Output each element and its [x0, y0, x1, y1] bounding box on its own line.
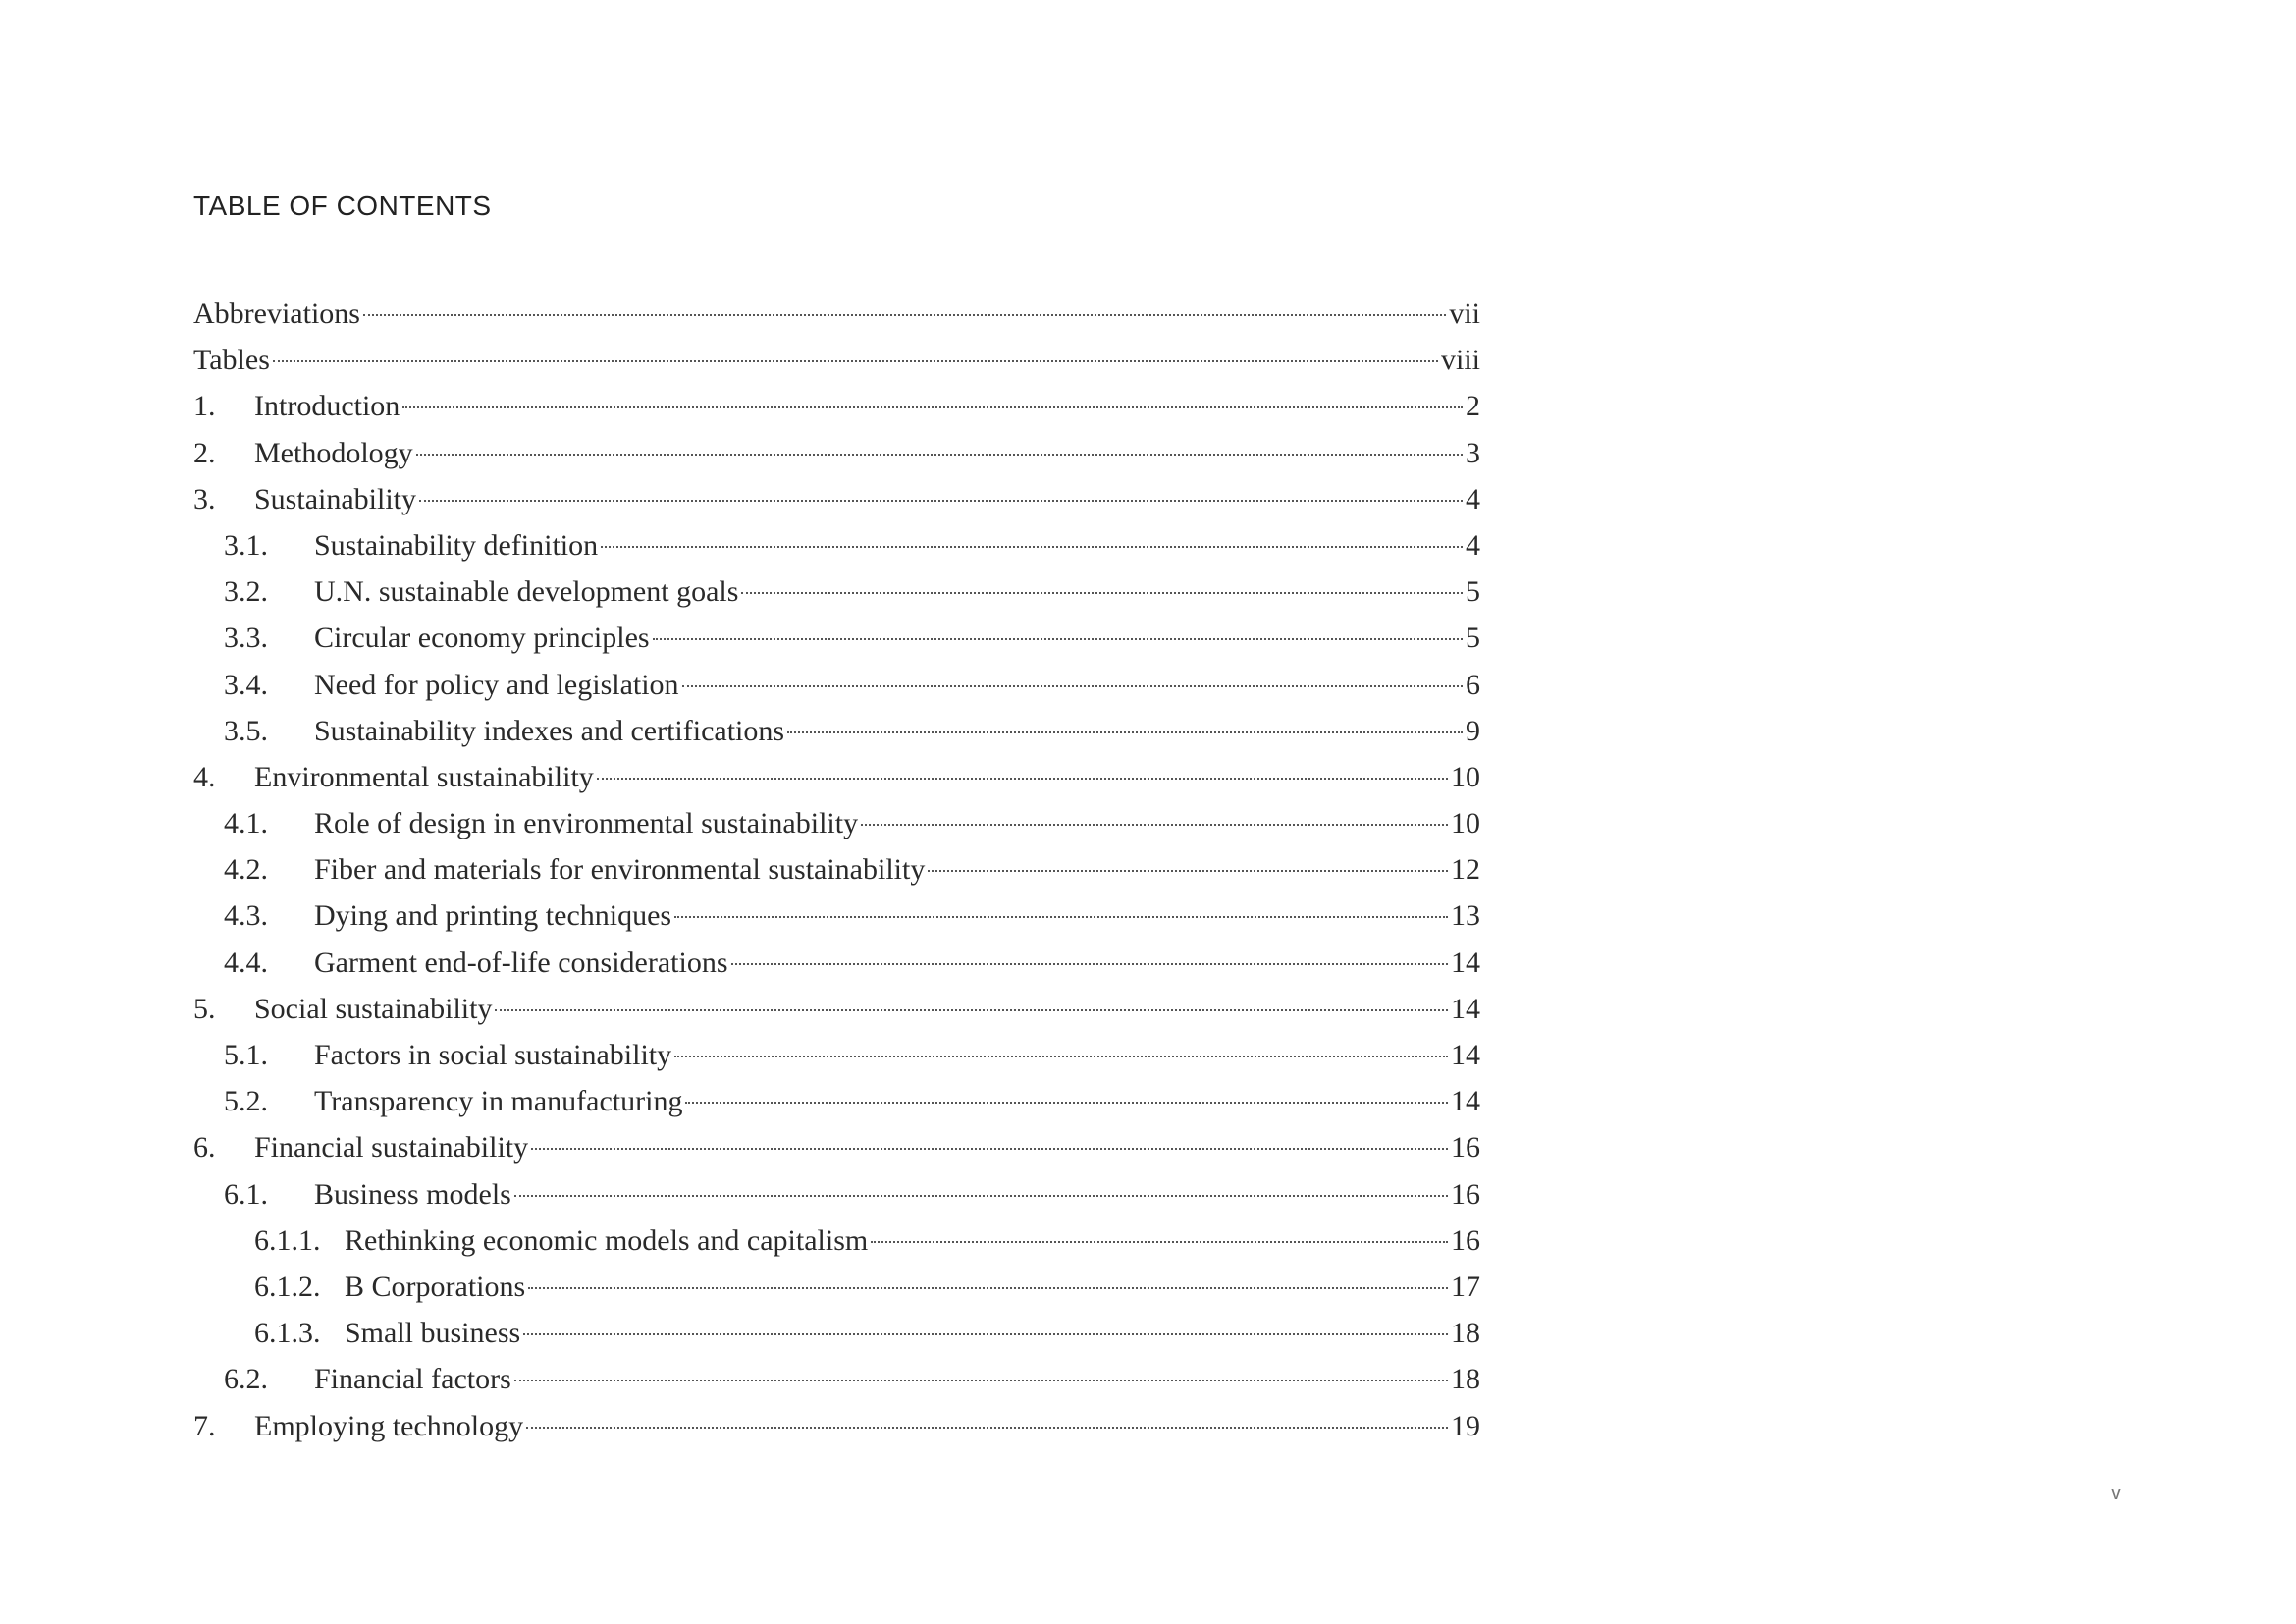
toc-entry-number: 4.1. [224, 807, 268, 840]
toc-entry[interactable] [193, 476, 1480, 522]
toc-entry-title: Sustainability definition [314, 528, 599, 562]
dot-leader [495, 1009, 1448, 1011]
toc-entry-title: B Corporations [345, 1270, 526, 1303]
dot-leader [731, 963, 1448, 965]
toc-entry-title: Small business [345, 1317, 521, 1350]
dot-leader [273, 360, 1438, 362]
toc-entry[interactable] [193, 383, 1480, 429]
dot-leader [363, 314, 1446, 316]
dot-leader [514, 1195, 1448, 1197]
toc-entry-number: 3.2. [224, 575, 268, 609]
toc-entry-number: 6.1.1. [254, 1223, 321, 1257]
dot-leader [402, 406, 1463, 408]
toc-entry-number: 4.3. [224, 899, 268, 933]
toc-entry-title: Social sustainability [254, 992, 493, 1025]
toc-entry[interactable] [193, 1171, 1480, 1218]
toc-entry[interactable] [193, 893, 1480, 939]
toc-entry-title: Environmental sustainability [254, 760, 594, 793]
dot-leader [861, 824, 1448, 826]
toc-entry[interactable] [193, 522, 1480, 568]
toc-entry-title: Dying and printing techniques [314, 899, 672, 933]
dot-leader [597, 778, 1448, 780]
toc-entry[interactable] [193, 1078, 1480, 1124]
toc-entry-number: 5.2. [224, 1085, 268, 1118]
toc-entry-page: 10 [1451, 760, 1480, 793]
toc-entry-number: 4.2. [224, 853, 268, 887]
toc-entry[interactable] [193, 615, 1480, 661]
toc-entry-number: 6.1. [224, 1177, 268, 1211]
toc-entry-title: Tables [193, 344, 270, 377]
dot-leader [523, 1333, 1448, 1335]
toc-entry-title: U.N. sustainable development goals [314, 575, 739, 609]
toc-entry-number: 4. [193, 760, 216, 793]
toc-entry-title: Employing technology [254, 1409, 524, 1442]
toc-entry-page: 17 [1451, 1270, 1480, 1303]
toc-entry-number: 5.1. [224, 1039, 268, 1071]
toc-entry-page: 14 [1451, 1085, 1480, 1118]
dot-leader [674, 1056, 1448, 1057]
toc-entry[interactable] [193, 1032, 1480, 1078]
dot-leader [787, 731, 1463, 733]
toc-list [193, 291, 1480, 1449]
toc-entry[interactable] [193, 1124, 1480, 1170]
toc-entry[interactable] [193, 708, 1480, 754]
toc-entry-title: Role of design in environmental sustainability [314, 807, 859, 840]
dot-leader [419, 500, 1463, 502]
toc-entry[interactable] [193, 1218, 1480, 1264]
toc-entry-number: 3.4. [224, 668, 268, 701]
toc-entry-page: 18 [1451, 1363, 1480, 1396]
toc-entry-title: Garment end-of-life considerations [314, 946, 728, 979]
toc-entry[interactable] [193, 800, 1480, 846]
toc-entry[interactable] [193, 846, 1480, 893]
page-number: v [2111, 1483, 2121, 1504]
toc-entry-page: 10 [1451, 807, 1480, 840]
toc-entry-page: 3 [1466, 436, 1480, 469]
toc-entry[interactable] [193, 754, 1480, 800]
toc-entry-page: 9 [1466, 714, 1480, 747]
toc-entry[interactable] [193, 1310, 1480, 1356]
toc-entry-number: 1. [193, 390, 216, 423]
toc-entry-page: vii [1449, 298, 1480, 330]
toc-entry-title: Need for policy and legislation [314, 668, 679, 701]
toc-entry-page: 18 [1451, 1317, 1480, 1350]
toc-entry-number: 3.1. [224, 528, 268, 562]
toc-entry-title: Methodology [254, 436, 413, 469]
dot-leader [531, 1148, 1448, 1150]
toc-entry[interactable] [193, 986, 1480, 1032]
dot-leader [871, 1241, 1448, 1243]
toc-entry-page: 4 [1466, 482, 1480, 515]
toc-entry-page: 16 [1451, 1131, 1480, 1164]
toc-entry-title: Sustainability [254, 482, 416, 515]
toc-entry-number: 3. [193, 482, 216, 515]
toc-entry-page: 2 [1466, 390, 1480, 423]
toc-entry-number: 4.4. [224, 946, 268, 979]
toc-entry-title: Transparency in manufacturing [314, 1085, 683, 1118]
page-title: TABLE OF CONTENTS [193, 190, 492, 221]
dot-leader [653, 638, 1463, 640]
dot-leader [514, 1380, 1448, 1381]
dot-leader [601, 546, 1463, 548]
toc-entry-page: 16 [1451, 1223, 1480, 1257]
toc-entry-number: 3.5. [224, 714, 268, 747]
toc-entry-number: 7. [193, 1409, 216, 1442]
toc-entry-title: Financial sustainability [254, 1131, 529, 1164]
toc-entry-title: Fiber and materials for environmental sustainability [314, 853, 926, 887]
toc-entry[interactable] [193, 291, 1480, 337]
toc-entry-page: 13 [1451, 899, 1480, 933]
toc-entry-title: Sustainability indexes and certifications [314, 714, 785, 747]
toc-entry-page: 14 [1451, 1039, 1480, 1071]
toc-entry[interactable] [193, 430, 1480, 476]
toc-entry-page: 5 [1466, 575, 1480, 609]
dot-leader [528, 1287, 1448, 1289]
toc-entry[interactable] [193, 662, 1480, 708]
toc-entry-title: Business models [314, 1177, 511, 1211]
toc-entry-title: Circular economy principles [314, 622, 650, 655]
dot-leader [526, 1427, 1448, 1429]
toc-entry[interactable] [193, 1356, 1480, 1402]
toc-entry-page: 14 [1451, 992, 1480, 1025]
toc-entry[interactable] [193, 1403, 1480, 1449]
toc-entry-page: 16 [1451, 1177, 1480, 1211]
dot-leader [685, 1102, 1448, 1104]
toc-entry-number: 6.1.2. [254, 1270, 321, 1303]
toc-entry-number: 2. [193, 436, 216, 469]
toc-entry-page: 12 [1451, 853, 1480, 887]
toc-entry-title: Factors in social sustainability [314, 1039, 672, 1071]
toc-entry-number: 5. [193, 992, 216, 1025]
toc-entry[interactable] [193, 337, 1480, 383]
toc-entry-page: 19 [1451, 1409, 1480, 1442]
dot-leader [741, 592, 1463, 594]
dot-leader [682, 685, 1463, 687]
toc-entry[interactable] [193, 1264, 1480, 1310]
dot-leader [928, 870, 1448, 872]
toc-entry-number: 3.3. [224, 622, 268, 655]
dot-leader [416, 454, 1463, 456]
toc-entry-title: Abbreviations [193, 298, 360, 330]
dot-leader [674, 916, 1448, 918]
toc-entry-number: 6. [193, 1131, 216, 1164]
toc-entry[interactable] [193, 940, 1480, 986]
toc-entry-page: 6 [1466, 668, 1480, 701]
toc-entry-page: 14 [1451, 946, 1480, 979]
toc-entry-number: 6.2. [224, 1363, 268, 1396]
toc-entry-title: Introduction [254, 390, 400, 423]
toc-entry-page: 5 [1466, 622, 1480, 655]
toc-entry-title: Financial factors [314, 1363, 511, 1396]
toc-entry-title: Rethinking economic models and capitalism [345, 1223, 869, 1257]
toc-entry-number: 6.1.3. [254, 1317, 321, 1350]
toc-entry-page: 4 [1466, 528, 1480, 562]
toc-entry-page: viii [1440, 344, 1480, 377]
toc-entry[interactable] [193, 568, 1480, 615]
